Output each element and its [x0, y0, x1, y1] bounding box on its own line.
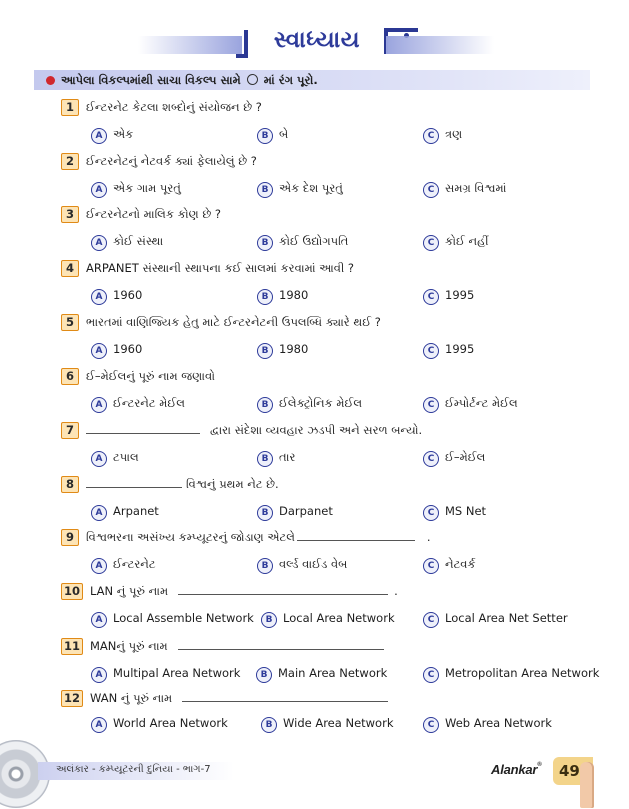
option-a[interactable] [91, 341, 142, 359]
option-label: એક દેશ પૂરતું [279, 181, 343, 195]
question-text [86, 476, 279, 493]
option-label: ઈ–મેઈલ [445, 450, 486, 464]
question-number: 1 [61, 99, 79, 116]
question-number: 8 [61, 476, 79, 493]
answer-blank[interactable] [297, 530, 415, 541]
question-text [90, 690, 388, 707]
option-label: 1995 [445, 342, 475, 356]
question-text-after: વિશ્વનું પ્રથમ નેટ છે. [186, 477, 279, 491]
option-label: 1995 [445, 288, 475, 302]
option-b[interactable] [256, 665, 387, 683]
option-label: Metropolitan Area Network [445, 666, 600, 680]
question-text: ઈન્ટરનેટ કેટલા શબ્દોનું સંયોજન છે ? [86, 100, 262, 114]
answer-blank[interactable] [178, 584, 388, 595]
question-text [86, 529, 431, 546]
option-b[interactable] [257, 233, 348, 251]
option-a[interactable] [91, 715, 228, 733]
question-number: 7 [61, 422, 79, 439]
question-10 [0, 583, 629, 633]
question-2 [0, 153, 629, 203]
option-b-circle-icon[interactable]: B [257, 128, 273, 144]
option-b-circle-icon[interactable]: B [257, 343, 273, 359]
question-3 [0, 206, 629, 256]
option-label: વર્લ્ડ વાઈડ વેબ [279, 557, 348, 571]
question-number: 6 [61, 368, 79, 385]
question-4 [0, 260, 629, 310]
option-b-circle-icon[interactable]: B [257, 397, 273, 413]
option-c[interactable] [423, 180, 506, 198]
option-b-circle-icon[interactable]: B [257, 505, 273, 521]
title-band-left-decoration [138, 36, 242, 54]
option-b[interactable] [257, 556, 347, 574]
option-a-circle-icon[interactable]: A [91, 558, 107, 574]
pointing-finger-icon [580, 762, 594, 808]
page-title: સ્વાધ્યાય [273, 26, 361, 53]
option-label: Main Area Network [278, 666, 388, 680]
option-label: Web Area Network [445, 716, 552, 730]
option-b[interactable] [257, 503, 333, 521]
option-c-circle-icon[interactable]: C [423, 667, 439, 683]
option-label: નેટવર્ક [445, 557, 476, 571]
option-a[interactable] [91, 556, 156, 574]
option-label: ઈન્ટરનેટ મેઈલ [113, 396, 185, 410]
option-label: 1960 [113, 288, 143, 302]
option-c-circle-icon[interactable]: C [423, 343, 439, 359]
title-band-right-decoration [386, 36, 494, 54]
question-1 [0, 99, 629, 149]
option-a-circle-icon[interactable]: A [91, 182, 107, 198]
option-a[interactable] [91, 233, 163, 251]
question-number: 9 [61, 529, 79, 546]
question-text: ઈન્ટરનેટનો માલિક કોણ છે ? [86, 207, 221, 221]
instruction-text-after: માં રંગ પૂરો. [263, 73, 318, 87]
option-a-circle-icon[interactable]: A [91, 717, 107, 733]
option-c[interactable] [423, 287, 474, 305]
question-text: ઈ–મેઈલનું પૂરું નામ જણાવો [86, 369, 216, 383]
option-b[interactable] [261, 715, 393, 733]
answer-blank[interactable] [178, 639, 384, 650]
option-label: ત્રણ [445, 127, 463, 141]
question-text [90, 583, 398, 600]
option-b[interactable] [261, 610, 395, 628]
question-text-before: વિશ્વભરના અસંખ્ય કમ્પ્યૂટરનું જોડાણ એટલે [86, 530, 295, 544]
option-c-circle-icon[interactable]: C [423, 128, 439, 144]
question-text: ભારતમાં વાણિજ્યિક હેતુ માટે ઈન્ટરનેટની ઉપલબ્ધિ ક્યારે થઈ ? [86, 315, 381, 329]
option-label: World Area Network [113, 716, 228, 730]
option-c[interactable] [423, 341, 474, 359]
question-text-before: MANનું પૂરું નામ [90, 639, 168, 653]
question-number: 5 [61, 314, 79, 331]
question-text-before: WAN નું પૂરું નામ [90, 691, 173, 705]
option-c-circle-icon[interactable]: C [423, 235, 439, 251]
option-a-circle-icon[interactable]: A [91, 235, 107, 251]
question-number: 11 [61, 638, 83, 655]
option-c-circle-icon[interactable]: C [423, 451, 439, 467]
option-a-circle-icon[interactable]: A [91, 612, 107, 628]
question-text-after: દ્વારા સંદેશા વ્યવહાર ઝડપી અને સરળ બન્યો. [210, 423, 423, 437]
option-label: Multipal Area Network [113, 666, 241, 680]
option-label: એક [113, 127, 134, 141]
option-label: બે [279, 127, 289, 141]
question-text [86, 422, 422, 439]
option-c-circle-icon[interactable]: C [423, 182, 439, 198]
title-bracket-left-icon [236, 30, 248, 58]
option-c-circle-icon[interactable]: C [423, 558, 439, 574]
instruction-text-before: આપેલા વિકલ્પમાંથી સાચા વિકલ્પ સામે [61, 73, 241, 87]
option-label: ઈલેક્ટ્રોનિક મેઈલ [279, 396, 363, 410]
option-label: Arpanet [113, 504, 159, 518]
question-5 [0, 314, 629, 364]
brand-logo [491, 762, 542, 777]
option-b-circle-icon[interactable]: B [257, 235, 273, 251]
question-text [90, 638, 384, 655]
question-text: ARPANET સંસ્થાની સ્થાપના કઈ સાલમાં કરવામાં આવી ? [86, 261, 355, 275]
option-label: 1960 [113, 342, 143, 356]
option-b-circle-icon[interactable]: B [256, 667, 272, 683]
title-band [0, 26, 629, 64]
option-c[interactable] [423, 610, 568, 628]
brand-registered-mark: ® [537, 762, 542, 768]
answer-blank[interactable] [86, 477, 182, 488]
option-a-circle-icon[interactable]: A [91, 343, 107, 359]
option-a[interactable] [91, 395, 185, 413]
option-label: MS Net [445, 504, 487, 518]
question-9 [0, 529, 629, 579]
option-label: કોઈ ઉદ્યોગપતિ [279, 234, 349, 248]
option-a[interactable] [91, 180, 181, 198]
question-number: 3 [61, 206, 79, 223]
option-label: તાર [279, 450, 296, 464]
question-number: 4 [61, 260, 79, 277]
option-label: ઈન્ટરનેટ [113, 557, 156, 571]
option-a-circle-icon[interactable]: A [91, 667, 107, 683]
option-label: Wide Area Network [283, 716, 394, 730]
answer-blank[interactable] [86, 423, 200, 434]
option-c[interactable] [423, 665, 599, 683]
option-label: Local Area Network [283, 611, 395, 625]
instruction-bar [34, 70, 590, 90]
option-label: Local Assemble Network [113, 611, 254, 625]
question-number: 10 [61, 583, 83, 600]
option-label: ઈમ્પોર્ટન્ટ મેઈલ [445, 396, 518, 410]
option-a[interactable] [91, 610, 254, 628]
question-text-after: . [394, 584, 398, 598]
option-label: 1980 [279, 342, 309, 356]
question-8 [0, 476, 629, 526]
option-c-circle-icon[interactable]: C [423, 717, 439, 733]
option-b-circle-icon[interactable]: B [257, 451, 273, 467]
option-c-circle-icon[interactable]: C [423, 505, 439, 521]
question-number: 2 [61, 153, 79, 170]
red-bullet-icon [46, 76, 55, 85]
question-text-before: LAN નું પૂરું નામ [90, 584, 169, 598]
option-label: એક ગામ પૂરતું [113, 181, 181, 195]
option-c[interactable] [423, 556, 476, 574]
option-c[interactable] [423, 126, 462, 144]
footer-series-title: અલંકાર - કમ્પ્યૂટરની દુનિયા - ભાગ-7 [56, 764, 211, 775]
option-a[interactable] [91, 126, 133, 144]
option-c-circle-icon[interactable]: C [423, 397, 439, 413]
option-label: Darpanet [279, 504, 333, 518]
option-label: કોઈ નહીં [445, 234, 489, 248]
option-a-circle-icon[interactable]: A [91, 289, 107, 305]
question-text: ઈન્ટરનેટનું નેટવર્ક ક્યાં ફેલાયેલું છે ? [86, 154, 257, 168]
empty-circle-icon [247, 74, 258, 85]
option-b[interactable] [257, 341, 308, 359]
question-6 [0, 368, 629, 418]
option-c[interactable] [423, 715, 552, 733]
question-11 [0, 638, 629, 688]
option-label: Local Area Net Setter [445, 611, 568, 625]
option-b-circle-icon[interactable]: B [261, 612, 277, 628]
option-a-circle-icon[interactable]: A [91, 128, 107, 144]
option-label: 1980 [279, 288, 309, 302]
option-c-circle-icon[interactable]: C [423, 289, 439, 305]
option-a-circle-icon[interactable]: A [91, 505, 107, 521]
option-b[interactable] [257, 287, 308, 305]
brand-name: Alankar [491, 762, 538, 777]
answer-blank[interactable] [182, 691, 388, 702]
option-b-circle-icon[interactable]: B [257, 182, 273, 198]
option-b-circle-icon[interactable]: B [257, 289, 273, 305]
option-c[interactable] [423, 503, 486, 521]
option-c[interactable] [423, 395, 518, 413]
option-b-circle-icon[interactable]: B [261, 717, 277, 733]
option-c[interactable] [423, 449, 485, 467]
option-label: કોઈ સંસ્થા [113, 234, 164, 248]
option-b[interactable] [257, 449, 295, 467]
option-a[interactable] [91, 287, 142, 305]
question-12 [0, 690, 629, 740]
option-a[interactable] [91, 449, 139, 467]
option-b[interactable] [257, 180, 343, 198]
option-b-circle-icon[interactable]: B [257, 558, 273, 574]
question-7 [0, 422, 629, 472]
page-number: 49 [559, 762, 580, 780]
option-c-circle-icon[interactable]: C [423, 612, 439, 628]
question-text-after: . [426, 530, 431, 544]
option-a[interactable] [91, 503, 159, 521]
question-number: 12 [61, 690, 83, 707]
option-label: ટપાલ [113, 450, 139, 464]
option-a-circle-icon[interactable]: A [91, 397, 107, 413]
option-a[interactable] [91, 665, 240, 683]
option-b[interactable] [257, 126, 288, 144]
option-c[interactable] [423, 233, 489, 251]
option-b[interactable] [257, 395, 362, 413]
option-label: સમગ્ર વિશ્વમાં [445, 181, 507, 195]
option-a-circle-icon[interactable]: A [91, 451, 107, 467]
